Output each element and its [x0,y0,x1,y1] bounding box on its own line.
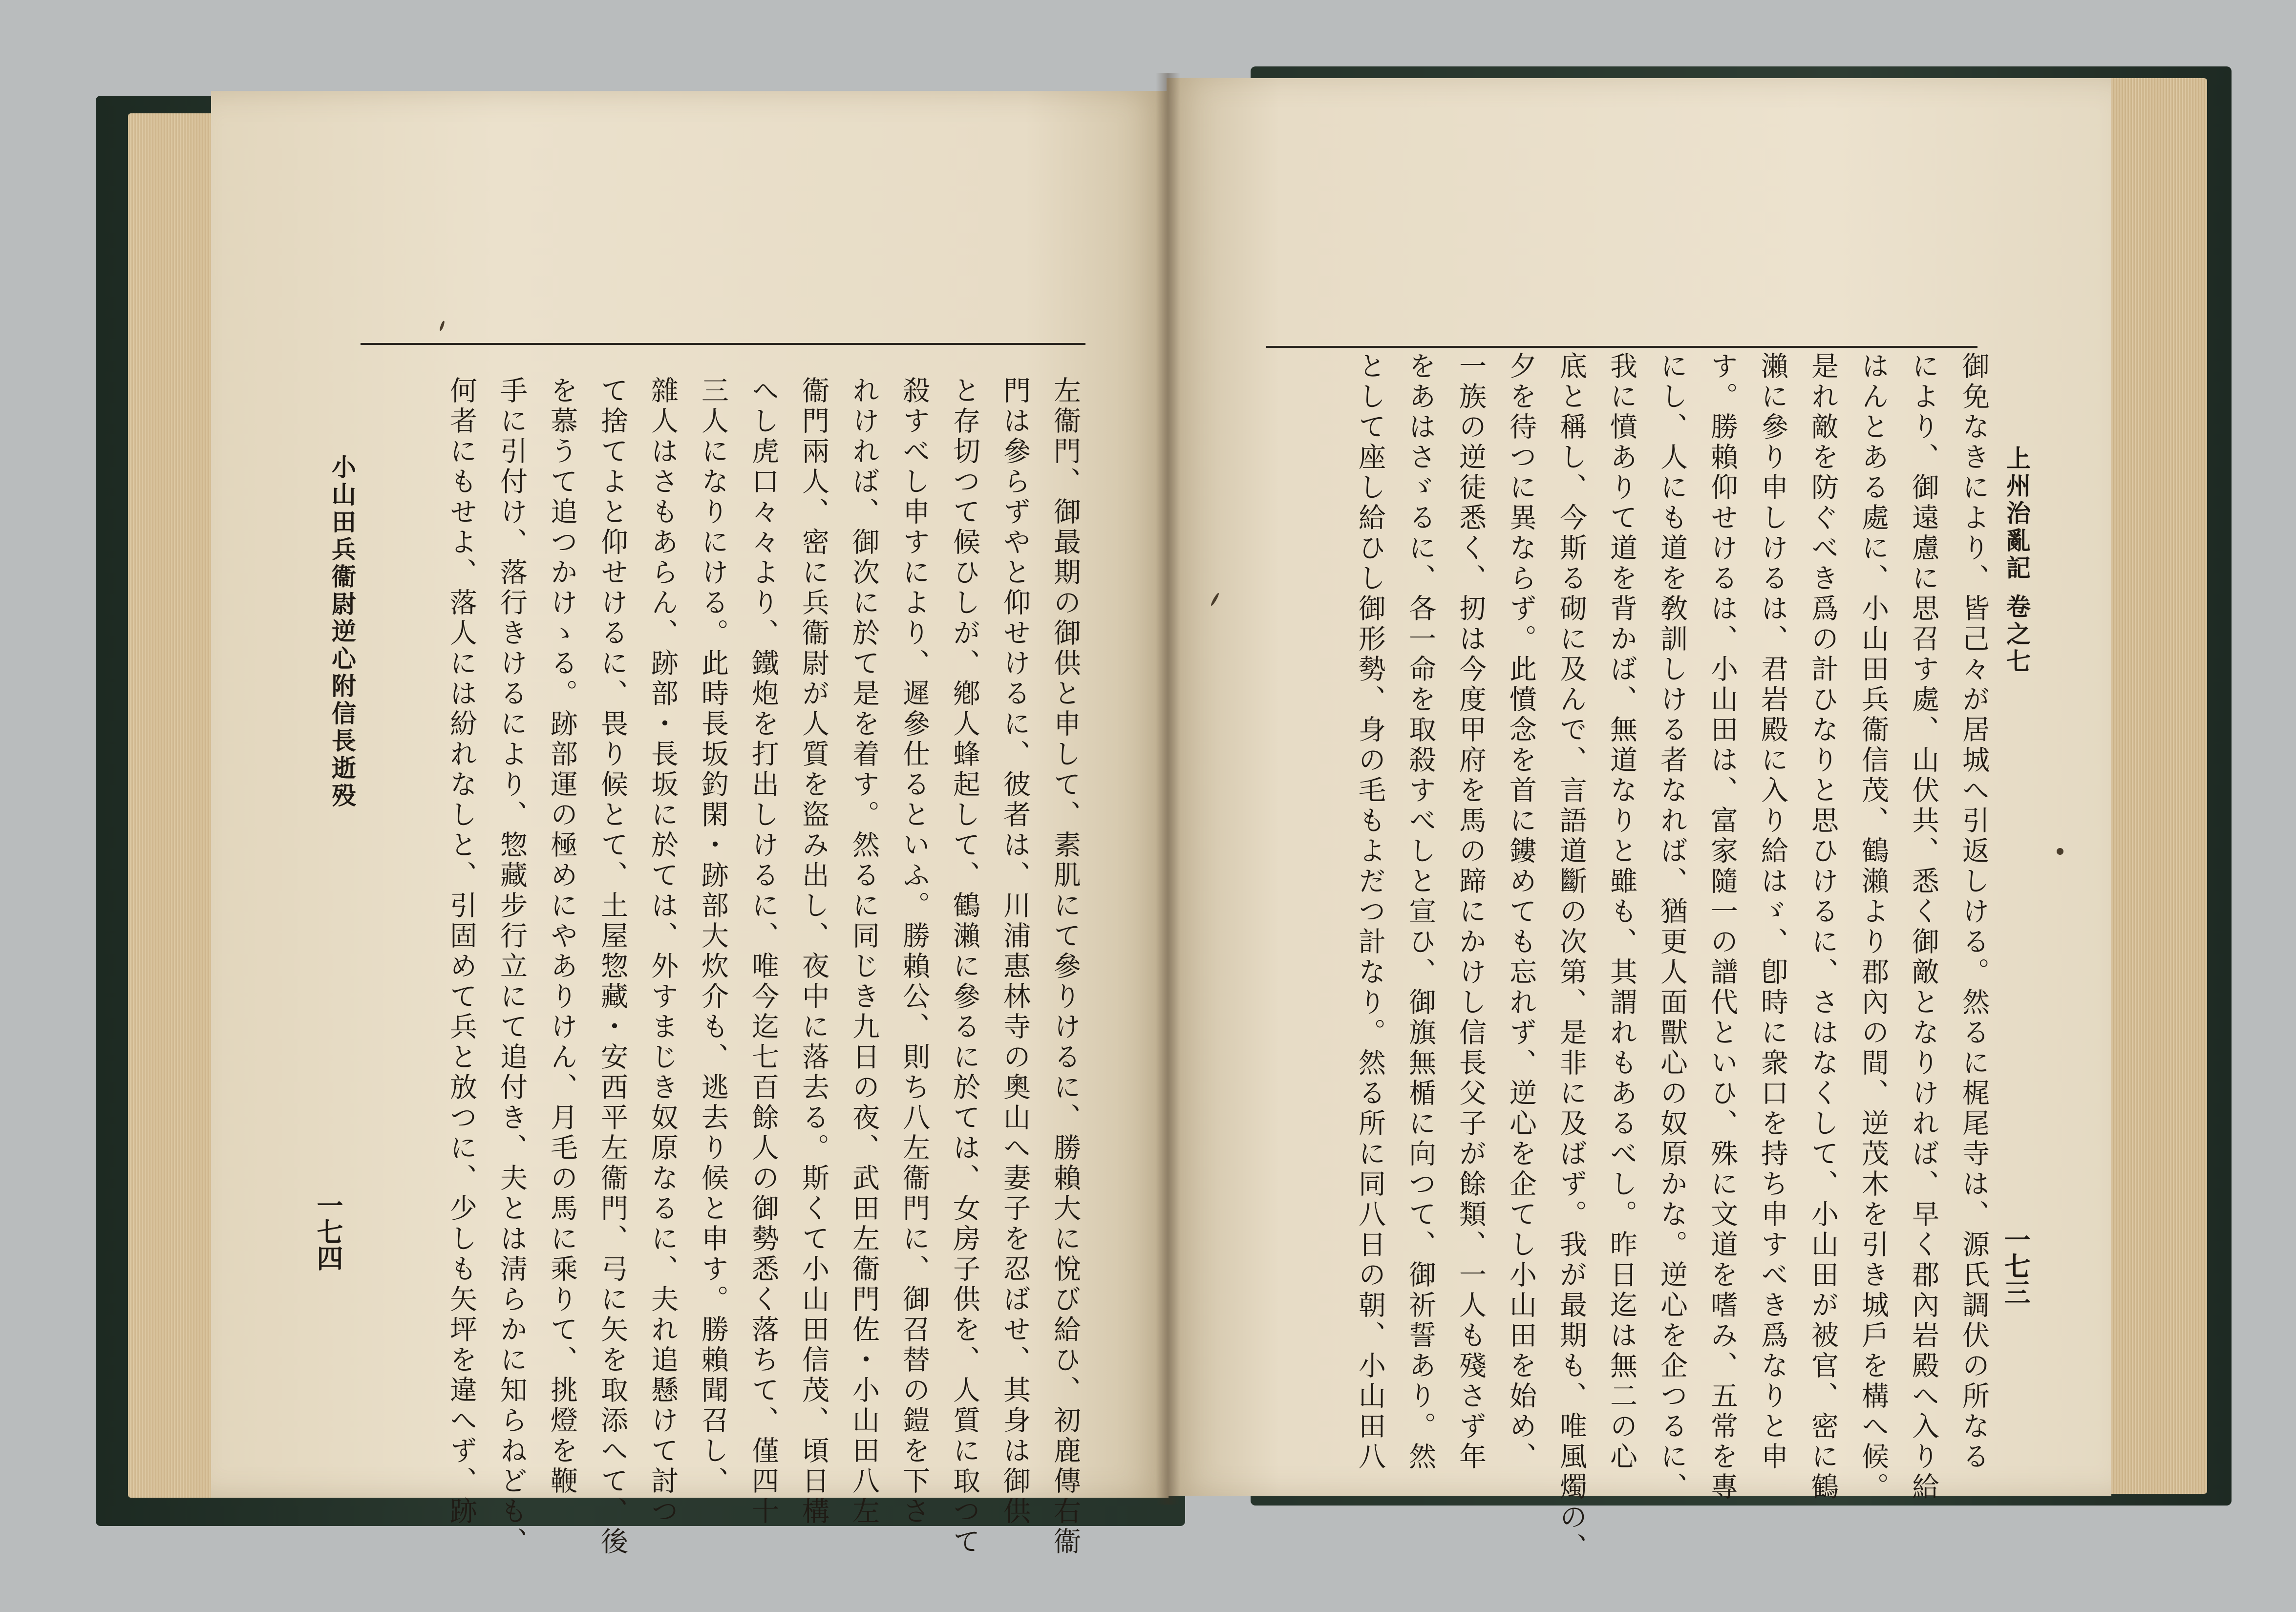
text-column: と存切つて候ひしが、鄕人蜂起して、鶴瀨に參るに於ては、女房子供を、人質に取つて [949,376,980,1557]
left-page-number: 一七四 [313,1192,344,1271]
right-running-head: 上州治亂記 卷之七 [2002,445,2031,676]
left-page-body [348,376,1090,1557]
page-edges-right [2095,78,2207,1494]
text-column: 手に引付け、落行きけるにより、惣藏步行立にて追付き、夫とは淸らかに知らねども、 [496,376,528,1557]
text-column: て捨てよと仰せけるに、畏り候とて、土屋惣藏・安西平左衞門、弓に矢を取添へて、後 [596,376,628,1557]
book-gutter [1156,73,1180,1505]
text-column: れければ、御次に於て是を着す。然るに同じき九日の夜、武田左衞門佐・小山田八左 [848,376,880,1527]
text-column: 我に憤ありて道を背かば、無道なりと雖も、其謂れもあるべし。昨日迄は無二の心 [1606,352,1637,1472]
text-column: にし、人にも道を敎訓しける者なれば、猶更人面獸心の奴原かな。逆心を企つるに、 [1656,352,1688,1503]
text-column: 底と稱し、今斯る砌に及んで、言語道斷の次第、是非に及ばず。我が最期も、唯風燭の、 [1555,352,1587,1563]
text-column: 門は參らずやと仰せけるに、彼者は、川浦惠林寺の奧山へ妻子を忍ばせ、其身は御供 [999,376,1031,1527]
text-column: はんとある處に、小山田兵衞信茂、鶴瀨より郡內の間、逆茂木を引き城戶を構へ候。 [1857,352,1889,1503]
text-column: 瀨に參り申しけるは、君岩殿に入り給はゞ、卽時に衆口を持ち申すべき爲なりと申 [1757,352,1788,1472]
right-page-header-rule [1266,346,1977,348]
paper-speck [2057,848,2063,855]
text-column: 一族の逆徒悉く、扨は今度甲府を馬の蹄にかけし信長父子が餘類、一人も殘さず年 [1455,352,1487,1472]
left-page-header-rule [361,343,1085,345]
text-column: 夕を待つに異ならず。此憤念を首に鏤めても忘れず、逆心を企てし小山田を始め、 [1505,352,1537,1472]
text-column: 是れ敵を防ぐべき爲の計ひなりと思ひけるに、さはなくして、小山田が被官、密に鶴 [1807,352,1839,1503]
text-column: 何者にもせよ、落人には紛れなしと、引固めて兵と放つに、少しも矢坪を違へず、跡 [446,376,477,1527]
text-column: す。勝賴仰せけるは、小山田は、富家隨一の譜代といひ、殊に文道を嗜み、五常を專 [1706,352,1738,1503]
text-column: 左衞門、御最期の御供と申して、素肌にて參りけるに、勝賴大に悅び給ひ、初鹿傳右衞 [1049,376,1081,1557]
text-column: として座し給ひし御形勢、身の毛もよだつ計なり。然る所に同八日の朝、小山田八 [1354,352,1386,1472]
text-column: 衞門兩人、密に兵衞尉が人質を盜み出し、夜中に落去る。斯くて小山田信茂、頃日構 [798,376,829,1527]
text-column: 殺すべし申すにより、遲參仕るといふ。勝賴公、則ち八左衞門に、御召替の鎧を下さ [898,376,930,1527]
text-column: 三人になりにける。此時長坂釣閑・跡部大炊介も、逃去り候と申す。勝賴聞召し、 [697,376,729,1497]
right-page-body [1256,352,1999,1563]
text-column: 御免なきにより、皆己々が居城へ引返しける。然るに梶尾寺は、源氏調伏の所なる [1958,352,1990,1472]
text-column: へし虎口々々より、鐵炮を打出しけるに、唯今迄七百餘人の御勢悉く落ちて、僅四十 [747,376,779,1527]
right-page-number: 一七三 [2000,1226,2031,1305]
text-column: をあはさゞるに、各一命を取殺すべしと宣ひ、御旗無楯に向つて、御祈誓あり。然 [1404,352,1436,1472]
text-column: を慕うて追つかけゝる。跡部運の極めにやありけん、月毛の馬に乘りて、挑燈を鞭 [546,376,578,1497]
text-column: により、御遠慮に思召す處、山伏共、悉く御敵となりければ、早く郡內岩殿へ入り給 [1908,352,1939,1503]
left-running-head: 小山田兵衞尉逆心附信長逝殁 [328,454,357,810]
text-column: 雜人はさもあらん、跡部・長坂に於ては、外すまじき奴原なるに、夫れ追懸けて討つ [647,376,679,1527]
